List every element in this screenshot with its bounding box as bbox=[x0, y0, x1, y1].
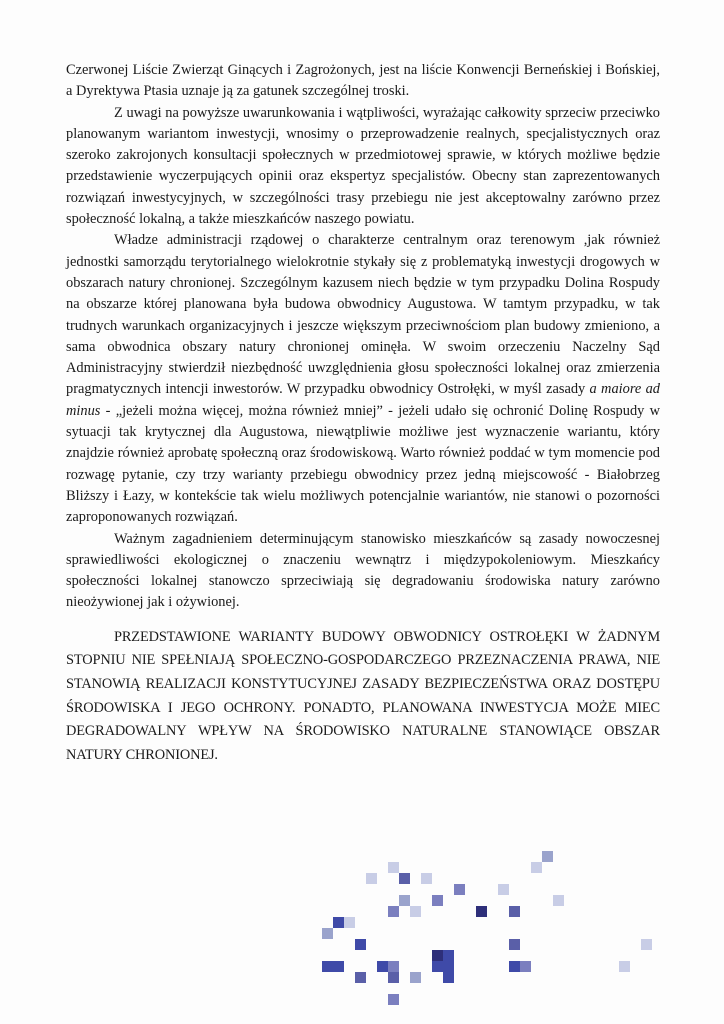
signature-pixel bbox=[443, 961, 454, 972]
paragraph-objection: Z uwagi na powyższe uwarunkowania i wątpliwości, wyrażając całkowity sprzeciw przeciwko planowanym wariantom inwestycji, wnosimy o przeprowadzenie realnych, specjalistycznych oraz szeroko zakrojonych konsultacji społecznych w przedmiotowej sprawie, w których możliwe będzie przedstawienie wyczerpujących opinii oraz ekspertyz specjalistów. Obecny stan zaprezentowanych rozwiązań inwestycyjnych, w szczególności trasy przebiegu nie jest akceptowalny zarówno przez społeczność lokalną, a także mieszkańców naszego powiatu. bbox=[66, 104, 660, 228]
signature-pixel bbox=[388, 961, 399, 972]
signature-pixel bbox=[509, 906, 520, 917]
signature-pixel bbox=[388, 862, 399, 873]
signature-pixel bbox=[355, 939, 366, 950]
signature-pixel bbox=[520, 961, 531, 972]
signature-pixel bbox=[443, 972, 454, 983]
signature-pixel bbox=[388, 906, 399, 917]
signature-pixel bbox=[531, 862, 542, 873]
signature-pixel bbox=[344, 917, 355, 928]
signature-pixel bbox=[322, 961, 333, 972]
paragraph-ecological-justice: Ważnym zagadnieniem determinującym stanowisko mieszkańców są zasady nowoczesnej sprawiedliwości ekologicznej o znaczeniu wewnątrz i międzypokoleniowym. Mieszkańcy społeczności lokalnej stanowczo sprzeciwiają się degradowaniu środowiska natury zarówno nieożywionej jak i ożywionej. bbox=[66, 530, 660, 611]
signature-pixel bbox=[432, 895, 443, 906]
signature-pixel bbox=[366, 873, 377, 884]
signature-pixel bbox=[542, 851, 553, 862]
paragraph-continuation: Czerwonej Liście Zwierząt Ginących i Zagrożonych, jest na liście Konwencji Berneńskiej i Bońskiej, a Dyrektywa Ptasia uznaje ją za gatunek szczególnej troski. bbox=[66, 62, 660, 100]
signature-pixel bbox=[619, 961, 630, 972]
signature-pixel bbox=[509, 939, 520, 950]
document-body bbox=[66, 60, 660, 767]
signature-pixel bbox=[388, 994, 399, 1005]
signature-pixel bbox=[399, 895, 410, 906]
signature-pixel bbox=[476, 906, 487, 917]
signature-pixel bbox=[399, 873, 410, 884]
paragraph-text-part: Władze administracji rządowej o charakterze centralnym oraz terenowym ,jak również jednostki samorządu terytorialnego wielokrotnie stykały się z problematyką inwestycji drogowych w obszarach natury chronionej. Szczególnym kazusem niech będzie w tym przypadku Dolina Rospudy na obszarze której planowana była budowa obwodnicy Augustowa. W tamtym przypadku, w tak trudnych warunkach organizacyjnych i jeszcze większym przeciwnościom plan budowy zmieniono, a sama obwodnica obszary natury chronionej ominęła. W swoim orzeczeniu Naczelny Sąd Administracyjny stwierdził niezbędność uwzględnienia głosu społeczności lokalnej oraz zmierzenia pragmatycznych intencji inwestorów. W przypadku obwodnicy Ostrołęki, w myśl zasady bbox=[66, 232, 660, 398]
signature-pixel bbox=[432, 950, 443, 961]
signature-pixel bbox=[388, 972, 399, 983]
signature-pixel bbox=[553, 895, 564, 906]
signature-pixel bbox=[509, 961, 520, 972]
signature-pixel bbox=[410, 906, 421, 917]
signature-pixel bbox=[355, 972, 366, 983]
signature-pixel bbox=[410, 972, 421, 983]
paragraph-rospuda-precedent bbox=[66, 230, 660, 528]
signature-pixel bbox=[443, 950, 454, 961]
signature-pixel bbox=[322, 928, 333, 939]
signature-pixel bbox=[498, 884, 509, 895]
latin-maxim: a maiore ad minus bbox=[66, 381, 660, 419]
signature-pixel bbox=[421, 873, 432, 884]
signature-pixel bbox=[333, 917, 344, 928]
signature-pixel bbox=[377, 961, 388, 972]
paragraph-text-part: - „jeżeli można więcej, można również mniej” - jeżeli udało się ochronić Dolinę Rospudy w sytuacji tak krytycznej dla Augustowa, niewątpliwie możliwe jest wyznaczenie wariantu, który znajdzie również aprobatę społeczną oraz środowiskową. Warto również poddać w tym momencie pod rozwagę pytanie, czy trzy warianty przebiegu obwodnicy przez jedną miejscowość - Białobrzeg Bliższy i Łazy, w kontekście tak wielu możliwych potencjalnie wariantów, nie stanowi o pozorności zaproponowanych rozwiązań. bbox=[66, 402, 660, 526]
signature-pixel bbox=[641, 939, 652, 950]
signature-pixel bbox=[432, 961, 443, 972]
signature-pixel bbox=[333, 961, 344, 972]
signature-pixel bbox=[454, 884, 465, 895]
paragraph-conclusion-caps: PRZEDSTAWIONE WARIANTY BUDOWY OBWODNICY OSTROŁĘKI W ŻADNYM STOPNIU NIE SPEŁNIAJĄ SPOŁECZNO-GOSPODARCZEGO PRZEZNACZENIA PRAWA, NIE STANOWIĄ REALIZACJI KONSTYTUCYJNEJ ZASADY BEZPIECZEŃSTWA ORAZ DOSTĘPU ŚRODOWISKA I JEGO OCHRONY. PONADTO, PLANOWANA INWESTYCJA MOŻE MIEC DEGRADOWALNY WPŁYW NA ŚRODOWISKO NATURALNE STANOWIĄCE OBSZAR NATURY CHRONIONEJ. bbox=[66, 628, 660, 763]
redacted-signature bbox=[300, 840, 724, 1024]
